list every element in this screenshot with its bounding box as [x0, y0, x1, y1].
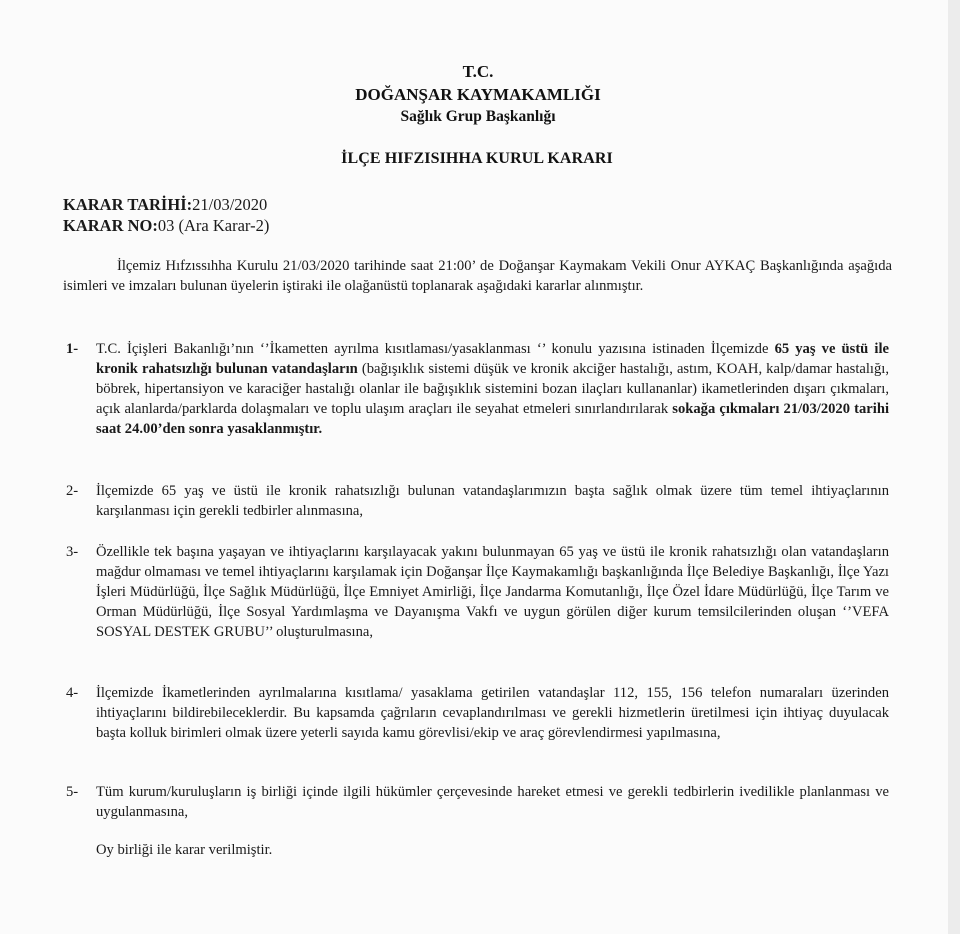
- header-health-group: Sağlık Grup Başkanlığı: [400, 108, 556, 125]
- item-number: 1-: [66, 341, 79, 357]
- decision-date: [63, 195, 267, 215]
- intro-paragraph: İlçemiz Hıfzıssıhha Kurulu 21/03/2020 tarihinde saat 21:00’ de Doğanşar Kaymakam Vekili Onur AYKAÇ Başkanlığında aşağıda isimleri ve imzaları bulunan üyelerin iştiraki ile olağanüstü toplanarak aşağıdaki kararlar alınmıştır.: [63, 258, 892, 294]
- item-text-bold: sokağa çıkmaları 21/03/2020 tarihi saat 24.00’den sonra yasaklanmıştır.: [96, 401, 889, 437]
- header-tc: T.C.: [462, 62, 494, 81]
- item-number: 3-: [66, 544, 79, 560]
- document-title: İLÇE HIFZISIHHA KURUL KARARI: [341, 150, 613, 167]
- item-text: Tüm kurum/kuruluşların iş birliği içinde ilgili hükümler çerçevesinde hareket etmesi ve gerekli tedbirlerin ivedilikle planlanması ve uygulanmasına,: [96, 784, 889, 820]
- item-number: 2-: [66, 483, 79, 499]
- item-text: [96, 339, 889, 439]
- item-text-bold: 65 yaş ve üstü ile kronik rahatsızlığı bulunan vatandaşların: [96, 341, 889, 377]
- decision-date-value: 21/03/2020: [192, 195, 268, 214]
- decision-number: [63, 216, 269, 236]
- decision-date-label: KARAR TARİHİ:: [63, 195, 193, 214]
- page-edge-shadow: [948, 0, 960, 934]
- item-text-part: (bağışıklık sistemi düşük ve kronik akciğer hastalığı, astım, KOAH, kalp/damar hastalığı, böbrek, hipertansiyon ve karaciğer hastalığı olanlar ile bağışıklık sistemini bozan ilaçları kullananlar) ikametlerinden dışarı çıkmaları, açık alanlarda/parklarda dolaşmaları ve toplu ulaşım araçları ile seyahat etmeleri sınırlandırılarak: [96, 361, 889, 417]
- item-number: 5-: [66, 784, 79, 800]
- decision-number-label: KARAR NO:: [63, 216, 158, 235]
- item-text: İlçemizde İkametlerinden ayrılmalarına kısıtlama/ yasaklama getirilen vatandaşlar 112, 155, 156 telefon numaraları üzerinden ihtiyaçlarını bildirebileceklerdir. Bu kapsamda çağrıların cevaplandırılması ve gerekli hizmetlerin üretilmesi için ihtiyaç duyulacak başta kolluk birimleri olmak üzere yeterli sayıda kamu görevlisi/ekip ve araç görevlendirmesi yapılmasına,: [96, 685, 889, 741]
- item-text: İlçemizde 65 yaş ve üstü ile kronik rahatsızlığı bulunan vatandaşlarımızın başta sağlık olmak üzere tüm temel ihtiyaçlarının karşılanması için gerekli tedbirler alınmasına,: [96, 483, 889, 519]
- header-district-governorship: DOĞANŞAR KAYMAKAMLIĞI: [355, 85, 601, 104]
- item-text-part: T.C. İçişleri Bakanlığı’nın ‘’İkametten ayrılma kısıtlaması/yasaklanması ‘’ konulu yazısına istinaden İlçemizde: [96, 341, 775, 357]
- decision-number-value: 03 (Ara Karar-2): [157, 216, 270, 235]
- item-text: Özellikle tek başına yaşayan ve ihtiyaçlarını karşılayacak yakını bulunmayan 65 yaş ve üstü ile kronik rahatsızlığı olan vatandaşların mağdur olmaması ve temel ihtiyaçlarını karşılamak için Doğanşar İlçe Kaymakamlığı başkanlığında İlçe Belediye Başkanlığı, İlçe Yazı İşleri Müdürlüğü, İlçe Sağlık Müdürlüğü, İlçe Emniyet Amirliği, İlçe Jandarma Komutanlığı, İlçe Özel İdare Müdürlüğü, İlçe Tarım ve Orman Müdürlüğü, İlçe Sosyal Yardımlaşma ve Dayanışma Vakfı ve uygun görülen diğer kurum temsilcilerinden oluşan ‘’VEFA SOSYAL DESTEK GRUBU’’ oluşturulmasına,: [96, 544, 889, 640]
- closing-statement: Oy birliği ile karar verilmiştir.: [96, 842, 273, 858]
- item-number: 4-: [66, 685, 79, 701]
